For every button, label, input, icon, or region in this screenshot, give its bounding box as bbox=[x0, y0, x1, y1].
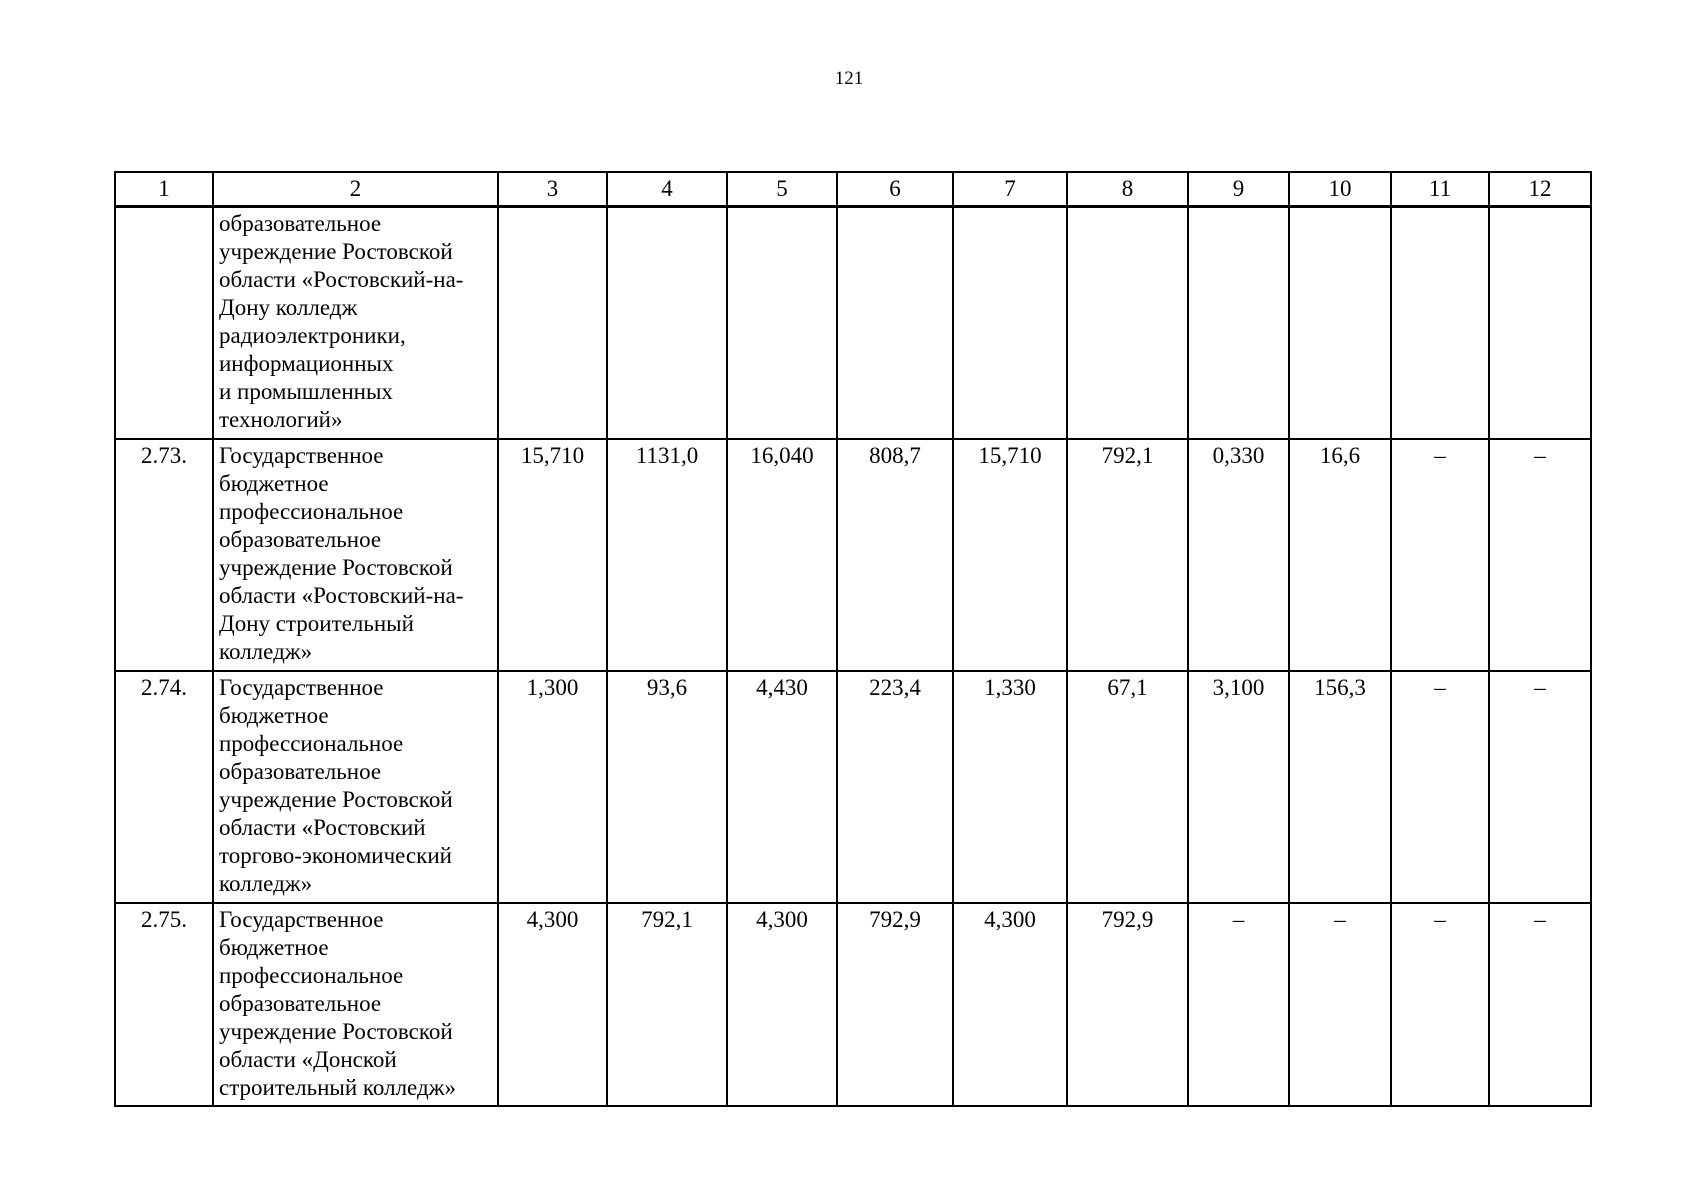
value-cell: 223,4 bbox=[837, 671, 953, 903]
value-cell bbox=[953, 207, 1067, 439]
column-header: 9 bbox=[1188, 172, 1289, 207]
row-number-cell: 2.73. bbox=[115, 439, 213, 671]
value-cell bbox=[1489, 207, 1591, 439]
value-cell: 0,330 bbox=[1188, 439, 1289, 671]
value-cell: – bbox=[1489, 671, 1591, 903]
value-cell: 4,300 bbox=[727, 903, 837, 1106]
value-cell: – bbox=[1391, 903, 1489, 1106]
column-header: 5 bbox=[727, 172, 837, 207]
value-cell bbox=[837, 207, 953, 439]
value-cell: 4,300 bbox=[953, 903, 1067, 1106]
value-cell: – bbox=[1391, 671, 1489, 903]
column-header: 2 bbox=[213, 172, 498, 207]
value-cell bbox=[1188, 207, 1289, 439]
value-cell: – bbox=[1188, 903, 1289, 1106]
table-row bbox=[115, 903, 1591, 1106]
value-cell bbox=[727, 207, 837, 439]
organization-name-cell: Государственное бюджетное профессиональное образовательное учреждение Ростовской области «Ростовский торгово-экономический колледж» bbox=[213, 671, 498, 903]
column-header: 8 bbox=[1067, 172, 1188, 207]
value-cell: 15,710 bbox=[498, 439, 607, 671]
value-cell bbox=[607, 207, 727, 439]
value-cell: 16,040 bbox=[727, 439, 837, 671]
column-header: 7 bbox=[953, 172, 1067, 207]
value-cell: – bbox=[1391, 439, 1489, 671]
value-cell: – bbox=[1289, 903, 1391, 1106]
value-cell: 792,9 bbox=[837, 903, 953, 1106]
table-row bbox=[115, 207, 1591, 439]
value-cell bbox=[1289, 207, 1391, 439]
column-header: 11 bbox=[1391, 172, 1489, 207]
value-cell: 792,1 bbox=[607, 903, 727, 1106]
row-number-cell: 2.74. bbox=[115, 671, 213, 903]
value-cell: 15,710 bbox=[953, 439, 1067, 671]
value-cell: 792,1 bbox=[1067, 439, 1188, 671]
value-cell: – bbox=[1489, 439, 1591, 671]
row-number-cell bbox=[115, 207, 213, 439]
value-cell: 1131,0 bbox=[607, 439, 727, 671]
value-cell: 1,330 bbox=[953, 671, 1067, 903]
column-header: 6 bbox=[837, 172, 953, 207]
value-cell: 1,300 bbox=[498, 671, 607, 903]
value-cell: 156,3 bbox=[1289, 671, 1391, 903]
header-row bbox=[115, 172, 1591, 207]
organization-name-cell: образовательное учреждение Ростовской области «Ростовский-на- Дону колледж радиоэлектроники, информационных и промышленных технологий» bbox=[213, 207, 498, 439]
column-header: 4 bbox=[607, 172, 727, 207]
value-cell bbox=[1067, 207, 1188, 439]
organization-name-cell: Государственное бюджетное профессиональное образовательное учреждение Ростовской области «Ростовский-на- Дону строительный колледж» bbox=[213, 439, 498, 671]
value-cell: 16,6 bbox=[1289, 439, 1391, 671]
value-cell: – bbox=[1489, 903, 1591, 1106]
column-header: 1 bbox=[115, 172, 213, 207]
value-cell: 3,100 bbox=[1188, 671, 1289, 903]
table-row bbox=[115, 439, 1591, 671]
organization-name-cell: Государственное бюджетное профессиональное образовательное учреждение Ростовской области «Донской строительный колледж» bbox=[213, 903, 498, 1106]
column-header: 3 bbox=[498, 172, 607, 207]
data-table bbox=[114, 171, 1592, 1107]
value-cell: 93,6 bbox=[607, 671, 727, 903]
value-cell: 808,7 bbox=[837, 439, 953, 671]
column-header: 12 bbox=[1489, 172, 1591, 207]
value-cell bbox=[498, 207, 607, 439]
value-cell: 4,430 bbox=[727, 671, 837, 903]
column-header: 10 bbox=[1289, 172, 1391, 207]
page-number: 121 bbox=[834, 68, 864, 89]
value-cell: 792,9 bbox=[1067, 903, 1188, 1106]
table-row bbox=[115, 671, 1591, 903]
value-cell: 4,300 bbox=[498, 903, 607, 1106]
value-cell bbox=[1391, 207, 1489, 439]
value-cell: 67,1 bbox=[1067, 671, 1188, 903]
row-number-cell: 2.75. bbox=[115, 903, 213, 1106]
